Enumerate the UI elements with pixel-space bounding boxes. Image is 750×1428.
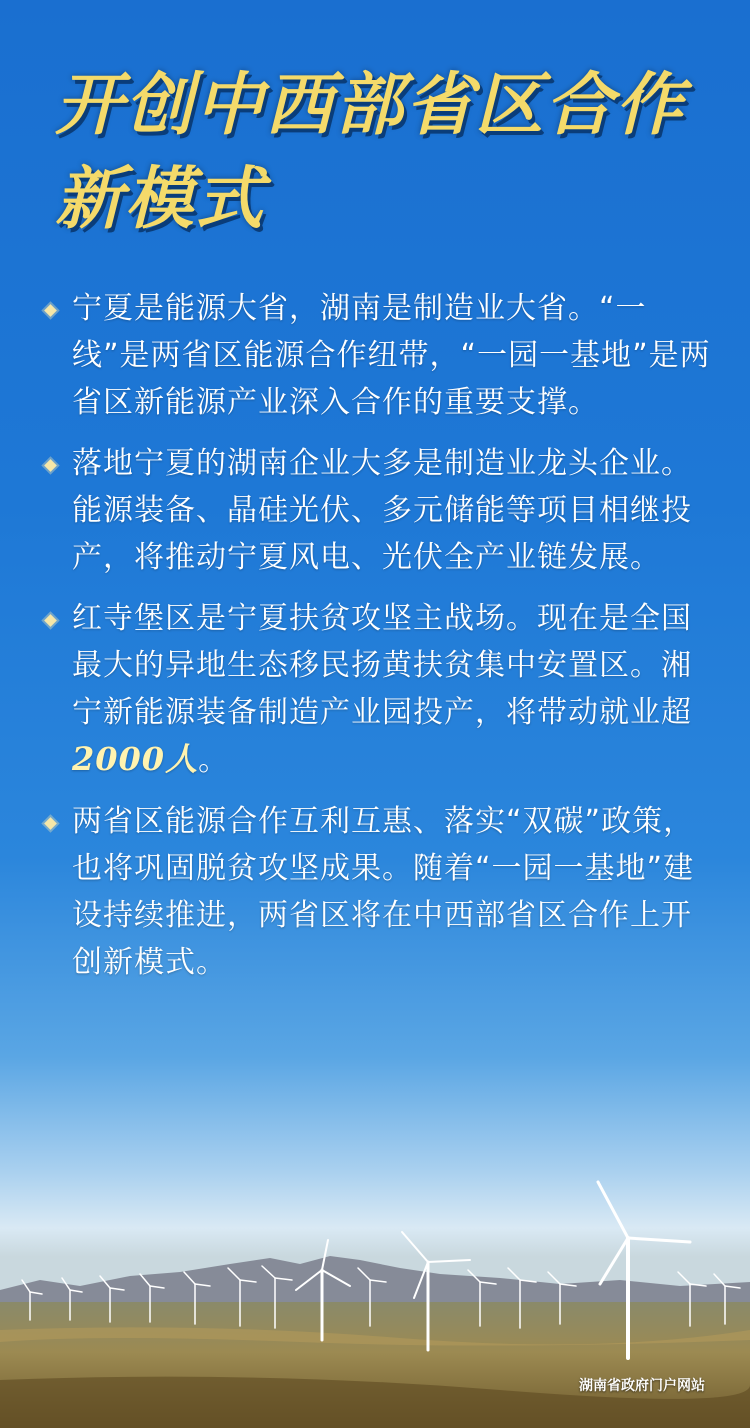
bullet-item (40, 595, 720, 784)
diamond-bullet-icon (44, 304, 57, 317)
bullet-item (40, 798, 720, 986)
poster-title (55, 58, 715, 246)
mountain-range (0, 1256, 750, 1310)
bullet-text (72, 595, 720, 784)
bullet-text-before: 红寺堡区是宁夏扶贫攻坚主战场。现在是全国最大的异地生态移民扬黄扶贫集中安置区。湘宁新能源装备制造产业园投产，将带动就业超 (72, 601, 692, 730)
bullet-list (40, 285, 720, 1000)
diamond-bullet-icon (44, 614, 57, 627)
bullet-text: 落地宁夏的湖南企业大多是制造业龙头企业。能源装备、晶硅光伏、多元储能等项目相继投产，将推动宁夏风电、光伏全产业链发展。 (72, 446, 692, 575)
title-line-1: 开创中西部省区合作 (55, 65, 686, 145)
source-credit: 湖南省政府门户网站 (579, 1378, 705, 1394)
highlight-number: 2000人 (72, 740, 199, 778)
bullet-text-after: 。 (198, 743, 230, 778)
bullet-item (40, 285, 720, 426)
diamond-bullet-icon (44, 459, 57, 472)
bullet-text: 宁夏是能源大省，湖南是制造业大省。“一线”是两省区能源合作纽带，“一园一基地”是两省区新能源产业深入合作的重要支撑。 (72, 291, 711, 420)
bullet-item (40, 440, 720, 581)
bullet-text: 两省区能源合作互利互惠、落实“双碳”政策，也将巩固脱贫攻坚成果。随着“一园一基地”建设持续推进，两省区将在中西部省区合作上开创新模式。 (72, 804, 695, 980)
diamond-bullet-icon (44, 817, 57, 830)
title-line-2: 新模式 (55, 159, 266, 239)
